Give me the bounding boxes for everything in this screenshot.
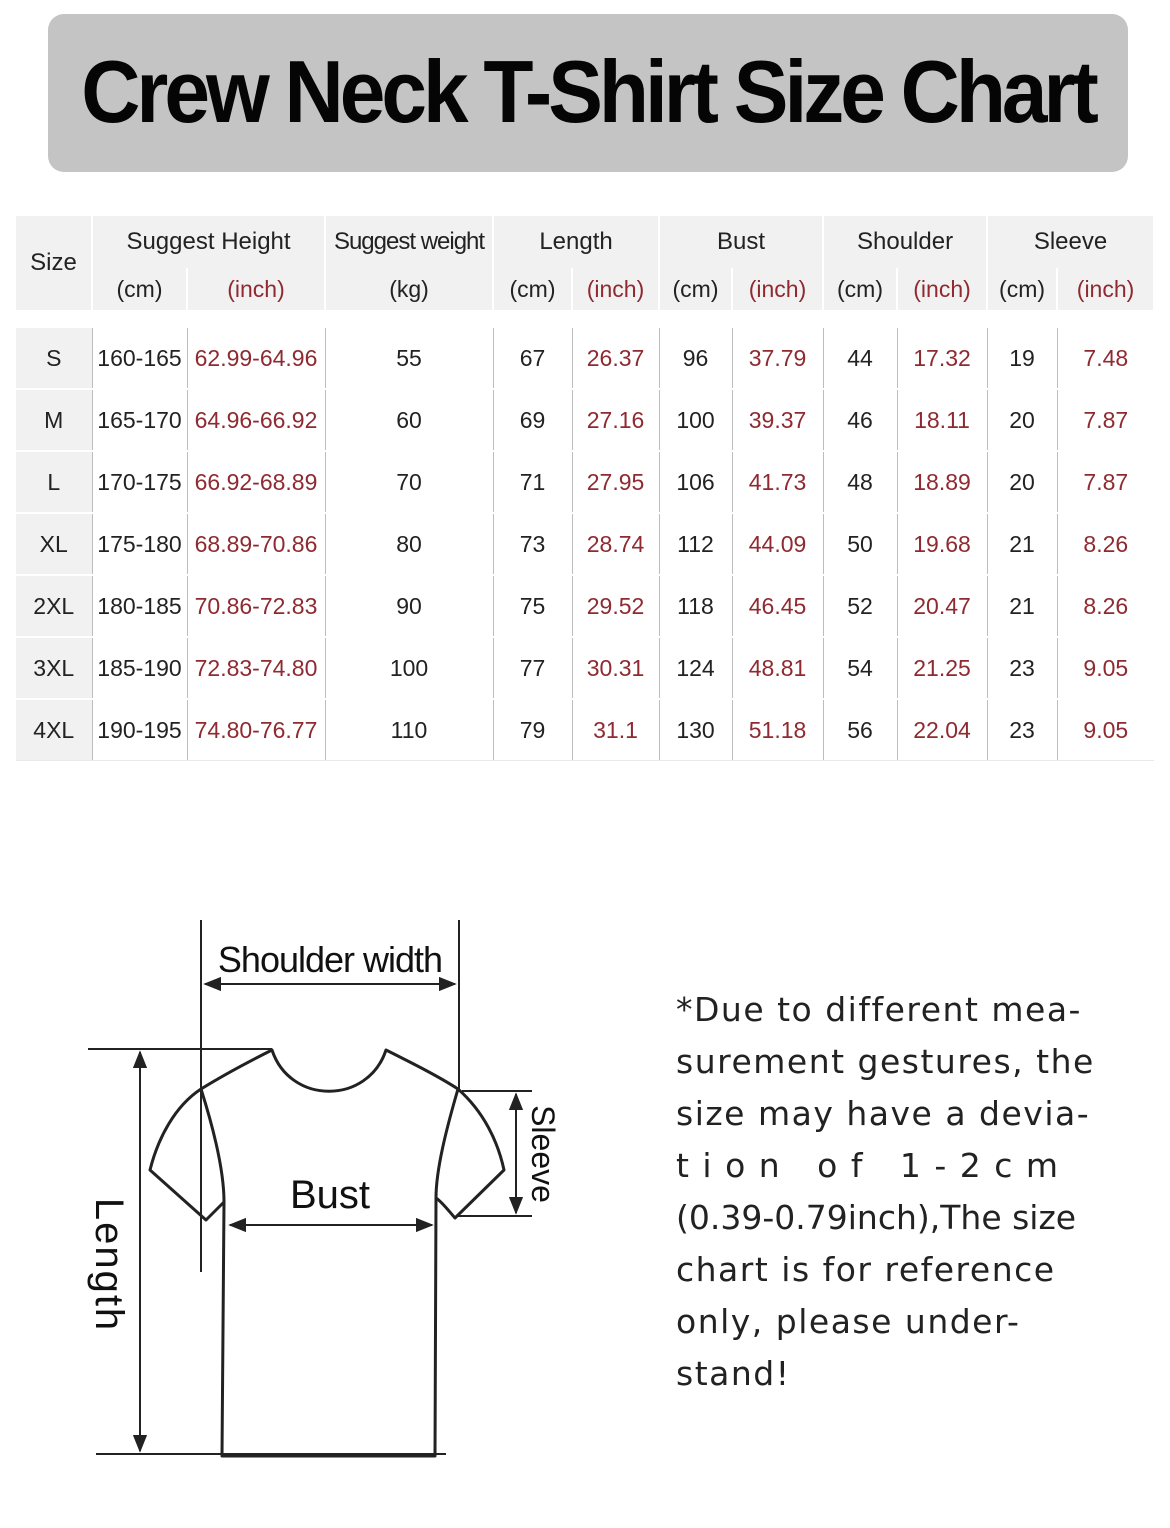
unit-kg: (kg) <box>325 268 493 310</box>
sleeve-inch-cell: 8.26 <box>1057 575 1154 637</box>
length-cm-cell: 75 <box>493 575 572 637</box>
sleeve-inch-cell: 7.87 <box>1057 389 1154 451</box>
length-label: Length <box>87 1197 131 1333</box>
bust-cm-cell: 96 <box>659 328 732 389</box>
weight-cell: 55 <box>325 328 493 389</box>
height-cm-cell: 185-190 <box>92 637 187 699</box>
sleeve-cm-cell: 23 <box>987 637 1057 699</box>
bust-header: Bust <box>659 216 823 268</box>
bust-inch-cell: 44.09 <box>732 513 823 575</box>
sleeve-cm-cell: 19 <box>987 328 1057 389</box>
length-cm-cell: 67 <box>493 328 572 389</box>
shoulder-cm-cell: 52 <box>823 575 897 637</box>
sleeve-cm-cell: 21 <box>987 575 1057 637</box>
height-cm-cell: 160-165 <box>92 328 187 389</box>
bust-cm-cell: 100 <box>659 389 732 451</box>
height-cm-cell: 180-185 <box>92 575 187 637</box>
unit-inch: (inch) <box>1057 268 1154 310</box>
shoulder-header: Shoulder <box>823 216 987 268</box>
height-inch-cell: 70.86-72.83 <box>187 575 325 637</box>
note-line: surement gestures, the <box>676 1042 1095 1081</box>
sleeve-cm-cell: 21 <box>987 513 1057 575</box>
height-inch-cell: 74.80-76.77 <box>187 699 325 761</box>
unit-cm: (cm) <box>987 268 1057 310</box>
length-cm-cell: 71 <box>493 451 572 513</box>
shoulder-inch-cell: 18.11 <box>897 389 987 451</box>
table-row <box>16 389 1154 451</box>
note-line: size may have a devia- <box>676 1094 1091 1133</box>
weight-cell: 90 <box>325 575 493 637</box>
table-row <box>16 513 1154 575</box>
right-sleeve-seam <box>436 1089 458 1198</box>
length-inch-cell: 29.52 <box>572 575 659 637</box>
left-sleeve-seam <box>201 1089 224 1202</box>
sleeve-inch-cell: 7.48 <box>1057 328 1154 389</box>
table-row <box>16 575 1154 637</box>
note-line: only, please under- <box>676 1302 1021 1341</box>
unit-cm: (cm) <box>823 268 897 310</box>
shoulder-cm-cell: 50 <box>823 513 897 575</box>
bust-inch-cell: 39.37 <box>732 389 823 451</box>
length-inch-cell: 31.1 <box>572 699 659 761</box>
bust-label: Bust <box>289 1173 371 1217</box>
table-row <box>16 451 1154 513</box>
sleeve-cm-cell: 20 <box>987 451 1057 513</box>
shoulder-cm-cell: 46 <box>823 389 897 451</box>
bust-inch-cell: 51.18 <box>732 699 823 761</box>
unit-row <box>16 268 1154 310</box>
sleeve-label: Sleeve <box>525 1105 561 1203</box>
size-header: Size <box>16 216 92 310</box>
disclaimer-note <box>676 984 1096 1400</box>
shoulder-cm-cell: 54 <box>823 637 897 699</box>
sleeve-inch-cell: 9.05 <box>1057 699 1154 761</box>
length-inch-cell: 28.74 <box>572 513 659 575</box>
size-cell: S <box>16 328 92 389</box>
weight-cell: 80 <box>325 513 493 575</box>
sleeve-header: Sleeve <box>987 216 1154 268</box>
height-cm-cell: 175-180 <box>92 513 187 575</box>
unit-inch: (inch) <box>187 268 325 310</box>
note-line: t i o n o f 1 - 2 c m <box>676 1146 1060 1185</box>
page-title: Crew Neck T-Shirt Size Chart <box>81 43 1095 142</box>
shoulder-inch-cell: 20.47 <box>897 575 987 637</box>
unit-inch: (inch) <box>897 268 987 310</box>
shoulder-width-label: Shoulder width <box>217 939 443 980</box>
height-header: Suggest Height <box>92 216 325 268</box>
size-table <box>16 216 1155 761</box>
weight-header: Suggest weight <box>325 216 493 268</box>
shoulder-cm-cell: 44 <box>823 328 897 389</box>
unit-cm: (cm) <box>493 268 572 310</box>
note-line: stand! <box>676 1354 791 1393</box>
length-inch-cell: 27.16 <box>572 389 659 451</box>
note-line: chart is for reference <box>676 1250 1056 1289</box>
height-cm-cell: 170-175 <box>92 451 187 513</box>
table-body <box>16 328 1154 761</box>
unit-cm: (cm) <box>659 268 732 310</box>
sleeve-cm-cell: 20 <box>987 389 1057 451</box>
size-cell: 3XL <box>16 637 92 699</box>
note-line: *Due to different mea- <box>676 990 1082 1029</box>
header-row <box>16 216 1154 268</box>
bust-cm-cell: 130 <box>659 699 732 761</box>
unit-cm: (cm) <box>92 268 187 310</box>
table-row <box>16 328 1154 389</box>
bust-inch-cell: 46.45 <box>732 575 823 637</box>
bust-inch-cell: 41.73 <box>732 451 823 513</box>
size-cell: XL <box>16 513 92 575</box>
shoulder-cm-cell: 48 <box>823 451 897 513</box>
sleeve-cm-cell: 23 <box>987 699 1057 761</box>
size-cell: 4XL <box>16 699 92 761</box>
height-inch-cell: 72.83-74.80 <box>187 637 325 699</box>
height-inch-cell: 68.89-70.86 <box>187 513 325 575</box>
length-cm-cell: 69 <box>493 389 572 451</box>
length-inch-cell: 30.31 <box>572 637 659 699</box>
size-cell: L <box>16 451 92 513</box>
weight-cell: 60 <box>325 389 493 451</box>
sleeve-inch-cell: 9.05 <box>1057 637 1154 699</box>
height-inch-cell: 64.96-66.92 <box>187 389 325 451</box>
shoulder-inch-cell: 17.32 <box>897 328 987 389</box>
weight-cell: 110 <box>325 699 493 761</box>
length-inch-cell: 27.95 <box>572 451 659 513</box>
title-banner <box>48 14 1128 172</box>
height-cm-cell: 165-170 <box>92 389 187 451</box>
height-cm-cell: 190-195 <box>92 699 187 761</box>
shoulder-inch-cell: 19.68 <box>897 513 987 575</box>
table-row <box>16 699 1154 761</box>
bust-cm-cell: 118 <box>659 575 732 637</box>
sleeve-inch-cell: 8.26 <box>1057 513 1154 575</box>
height-inch-cell: 62.99-64.96 <box>187 328 325 389</box>
bust-cm-cell: 124 <box>659 637 732 699</box>
bust-inch-cell: 48.81 <box>732 637 823 699</box>
tshirt-diagram <box>0 880 640 1520</box>
sleeve-inch-cell: 7.87 <box>1057 451 1154 513</box>
weight-cell: 70 <box>325 451 493 513</box>
length-header: Length <box>493 216 659 268</box>
length-cm-cell: 79 <box>493 699 572 761</box>
shoulder-inch-cell: 18.89 <box>897 451 987 513</box>
length-inch-cell: 26.37 <box>572 328 659 389</box>
unit-inch: (inch) <box>732 268 823 310</box>
table-row <box>16 637 1154 699</box>
height-inch-cell: 66.92-68.89 <box>187 451 325 513</box>
bust-inch-cell: 37.79 <box>732 328 823 389</box>
shoulder-inch-cell: 22.04 <box>897 699 987 761</box>
shoulder-inch-cell: 21.25 <box>897 637 987 699</box>
bust-cm-cell: 106 <box>659 451 732 513</box>
weight-cell: 100 <box>325 637 493 699</box>
length-cm-cell: 77 <box>493 637 572 699</box>
unit-inch: (inch) <box>572 268 659 310</box>
note-line: (0.39-0.79inch),The size <box>676 1198 1077 1237</box>
size-cell: 2XL <box>16 575 92 637</box>
length-cm-cell: 73 <box>493 513 572 575</box>
bust-cm-cell: 112 <box>659 513 732 575</box>
shoulder-cm-cell: 56 <box>823 699 897 761</box>
size-cell: M <box>16 389 92 451</box>
